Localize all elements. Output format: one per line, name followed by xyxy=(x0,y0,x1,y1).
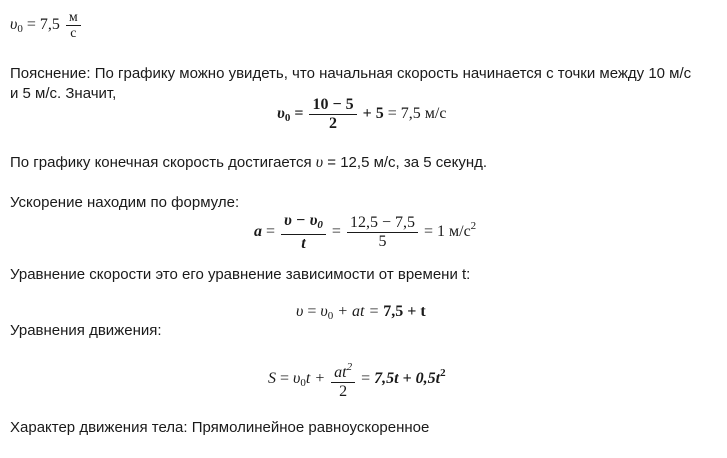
velocity-lhs: υ xyxy=(296,303,304,320)
motion-eq: = xyxy=(276,370,294,388)
accel-numeric-fraction xyxy=(347,214,418,251)
final-speed-line xyxy=(10,154,487,172)
velocity-heading: Уравнение скорости это его уравнение зависимости от времени t: xyxy=(10,266,471,283)
motion-result-sup: 2 xyxy=(440,367,446,380)
accel-result: = 1 м/с xyxy=(419,223,471,241)
formula-v0-eq: = xyxy=(290,105,308,123)
given-v0 xyxy=(10,10,83,41)
motion-num-text: at xyxy=(334,364,347,381)
formula-v0 xyxy=(277,96,446,133)
formula-v0-result: = 7,5 м/с xyxy=(383,105,447,123)
accel-symbolic-denominator: t xyxy=(301,235,306,252)
final-speed-var: υ xyxy=(315,154,324,171)
motion-denominator: 2 xyxy=(339,383,348,400)
velocity-result: 7,5 + t xyxy=(383,303,426,320)
formula-velocity xyxy=(296,302,426,326)
final-speed-text-2: = 12,5 м/с, за 5 секунд. xyxy=(323,154,488,171)
formula-motion xyxy=(268,358,446,401)
v0-subscript: 0 xyxy=(17,23,23,36)
formula-acceleration xyxy=(254,212,476,253)
formula-v0-denominator: 2 xyxy=(329,115,338,132)
accel-eq-1: = xyxy=(262,223,280,241)
motion-eq-2: = xyxy=(357,370,375,388)
conclusion: Характер движения тела: Прямолинейное равноускоренное xyxy=(10,419,430,436)
formula-v0-plus: + 5 xyxy=(358,105,384,123)
accel-symbolic-fraction xyxy=(281,212,326,253)
accel-lhs: a xyxy=(254,223,262,241)
acceleration-heading: Ускорение находим по формуле: xyxy=(10,194,240,211)
motion-v0-sub: 0 xyxy=(300,377,306,390)
velocity-v0-sub: 0 xyxy=(327,310,334,322)
motion-result: 7,5t + 0,5t xyxy=(374,370,441,388)
accel-numeric-numerator: 12,5 − 7,5 xyxy=(347,214,418,233)
final-speed-text-1: По графику конечная скорость достигается xyxy=(10,154,316,171)
v0-unit-fraction xyxy=(66,10,81,41)
velocity-v0: υ xyxy=(320,303,328,320)
accel-num-text: υ − υ xyxy=(284,212,318,229)
motion-lhs: S xyxy=(268,370,276,388)
explanation-line-1: Пояснение: По графику можно увидеть, что начальная скорость начинается с точки между 10 м/с xyxy=(10,65,692,82)
velocity-plus-at: + at = xyxy=(333,303,384,320)
motion-num-sup: 2 xyxy=(346,361,353,373)
motion-v0: υ xyxy=(293,370,301,388)
accel-symbolic-numerator xyxy=(281,212,326,235)
explanation-line-2: и 5 м/с. Значит, xyxy=(10,85,117,102)
v0-value: = 7,5 xyxy=(22,16,60,34)
velocity-eq: = xyxy=(303,303,321,320)
motion-fraction xyxy=(331,358,355,401)
motion-heading: Уравнения движения: xyxy=(10,322,162,339)
v0-symbol: υ xyxy=(10,16,18,34)
unit-numerator: м xyxy=(66,10,81,26)
unit-denominator: с xyxy=(70,26,77,41)
motion-numerator xyxy=(331,358,355,383)
formula-v0-numerator: 10 − 5 xyxy=(309,96,356,115)
formula-v0-lhs-sub: 0 xyxy=(284,112,291,125)
formula-v0-lhs: υ xyxy=(277,105,285,123)
formula-v0-fraction xyxy=(309,96,356,133)
motion-t: t + xyxy=(305,370,330,388)
accel-num-sub: 0 xyxy=(317,219,323,231)
accel-eq-2: = xyxy=(327,223,345,241)
accel-numeric-denominator: 5 xyxy=(378,233,387,250)
accel-result-sup: 2 xyxy=(470,220,477,233)
